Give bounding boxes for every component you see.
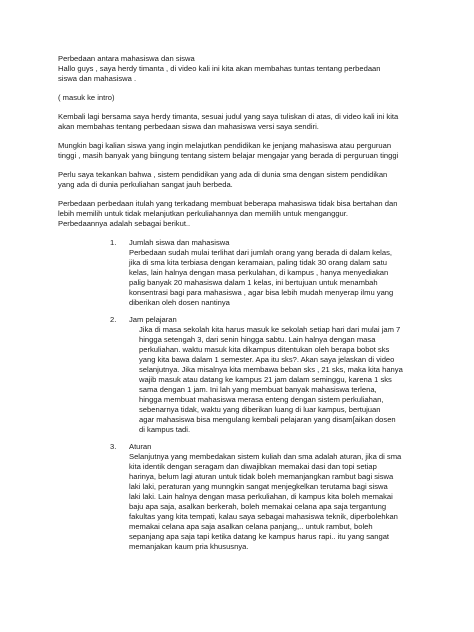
list-item-line: kita identik dengan seragam dan diwajibkan memakai dasi dan topi setiap: [129, 462, 377, 471]
paragraph-line: yang ada di dunia perkuliahan sangat jauh berbeda.: [58, 180, 233, 189]
list-item-line: laki laki, peraturan yang munngkin sangat menjegkelkan terutama bagi siswa: [129, 482, 388, 491]
list-item-indented-block: [129, 325, 428, 435]
list-item-title: Jam pelajaran: [129, 315, 177, 324]
list-item: [58, 442, 428, 552]
list-item-body: [129, 238, 428, 308]
list-item-line: fakultas yang kita tempati, kalau saya sebagai mahasiswa teknik, diperbolehkan: [129, 512, 398, 521]
list-number: 3.: [110, 442, 117, 451]
document-title: Perbedaan antara mahasiswa dan siswa: [58, 54, 195, 63]
list-item-title: Jumlah siswa dan mahasiswa: [129, 238, 230, 247]
list-item-line: harinya, belum lagi aturan untuk tidak boleh memanjangkan rambut bagi siswa: [129, 472, 394, 481]
paragraph-differences: [58, 199, 428, 229]
list-item-line: perkuliahan. waktu masuk kita dikampus ditentukan oleh berapa bobot sks: [139, 345, 390, 354]
list-item-line: di kampus tadi.: [139, 425, 191, 434]
list-item-line: sepanjang apa saja tapi ketika datang ke kampus harus rapi.. itu yang sangat: [129, 532, 390, 541]
paragraph-line: Hallo guys , saya herdy timanta , di video kali ini kita akan membahas tuntas tentang perbedaan: [58, 64, 381, 73]
list-item-title: Aturan: [129, 442, 152, 451]
list-item-line: wajib masuk atau datang ke kampus 21 jam dalam seminggu, karena 1 sks: [139, 375, 392, 384]
list-item-line: memakai celana apa saja asalkan celana panjang,.. untuk rambut, boleh: [129, 522, 373, 531]
document-body: [58, 54, 428, 559]
paragraph-line: siswa dan mahasiswa .: [58, 74, 137, 83]
paragraph-line: Mungkin bagi kalian siswa yang ingin melajutkan pendidikan ke jenjang mahasiswa atau perguruan: [58, 141, 392, 150]
paragraph-intro: [58, 64, 428, 84]
list-item-line: baju apa saja, asalkan berkerah, boleh memakai celana apa saja tergantung: [129, 502, 387, 511]
paragraph-line: lebih memilih untuk tidak melanjutkan perkuliahannya dan memilih untuk menganggur.: [58, 209, 348, 218]
list-item-line: laki laki. Lain halnya dengan masa perkuliahan, di kampus kita boleh memakai: [129, 492, 393, 501]
paragraph-line: ( masuk ke intro): [58, 93, 115, 102]
list-item-line: hingga membuat mahasiswa merasa enteng dengan sistem perkuliahan,: [139, 395, 384, 404]
paragraph-emphasis: [58, 170, 428, 190]
list-item: [58, 238, 428, 308]
numbered-list: [58, 238, 428, 552]
list-item-line: konsentrasi bagi para mahasiswa , agar bisa lebih mudah menyerap ilmu yang: [129, 288, 394, 297]
list-item-line: kelas, lain halnya dengan masa perkulahan, di kampus , hanya menyediakan: [129, 268, 389, 277]
list-item-line: Perbedaan sudah mulai terlihat dari jumlah orang yang berada di dalam kelas,: [129, 248, 392, 257]
list-item-line: sama dengan 1 jam. Ini lah yang membuat banyak mahasiswa terlena,: [139, 385, 377, 394]
paragraph-line: Perbedaan perbedaan itulah yang terkadang membuat beberapa mahasiswa tidak bisa bertahan dan: [58, 199, 398, 208]
list-item-line: Jika di masa sekolah kita harus masuk ke sekolah setiap hari dari mulai jam 7: [139, 325, 401, 334]
list-item-body: [129, 442, 428, 552]
list-item-line: agar mahasiswa bisa mengulang kembali pelajaran yang disam[aikan dosen: [139, 415, 396, 424]
list-number: 1.: [110, 238, 117, 247]
paragraph-stage-note: [58, 93, 428, 103]
list-item-line: diberikan oleh dosen nantinya: [129, 298, 230, 307]
paragraph-line: Kembali lagi bersama saya herdy timanta, sesuai judul yang saya tuliskan di atas, di video kali ini kita: [58, 112, 399, 121]
list-item-line: sebenarnya tidak, waktu yang diberikan luang di luar kampus, bertujuan: [139, 405, 381, 414]
paragraph-context: [58, 141, 428, 161]
list-item-line: memanjakan kaum pria khususnya.: [129, 542, 249, 551]
list-item: [58, 315, 428, 435]
list-item-line: hingga setengah 3, dari senin hingga sabtu. Lain halnya dengan masa: [139, 335, 376, 344]
paragraph-line: Perbedaannya adalah sebagai berikut..: [58, 219, 191, 228]
list-item-body: [129, 315, 428, 435]
list-item-line: selanjutnya. Jika misalnya kita membawa beban sks , 21 sks, maka kita hanya: [139, 365, 403, 374]
paragraph-welcome: [58, 112, 428, 132]
paragraph-line: Perlu saya tekankan bahwa , sistem pendidikan yang ada di dunia sma dengan sistem pendidikan: [58, 170, 388, 179]
list-item-line: Selanjutnya yang membedakan sistem kuliah dan sma adalah aturan, jika di sma: [129, 452, 402, 461]
paragraph-line: akan membahas tentang perbedaan siswa dan mahasiswa versi saya sendiri.: [58, 122, 319, 131]
list-item-line: palig banyak 20 mahasiswa dalam 1 kelas, ini bertujuan untuk menambah: [129, 278, 378, 287]
list-number: 2.: [110, 315, 117, 324]
list-item-line: jika di sma kita terbiasa dengan keramaian, paling tidak 30 orang dalam satu: [129, 258, 387, 267]
list-item-line: yang kita bawa dalam 1 semester. Apa itu sks?. Akan saya jelaskan di video: [139, 355, 395, 364]
paragraph-line: tinggi , masih banyak yang biingung tentang sistem belajar mengajar yang berada di perguruan tinggi: [58, 151, 399, 160]
